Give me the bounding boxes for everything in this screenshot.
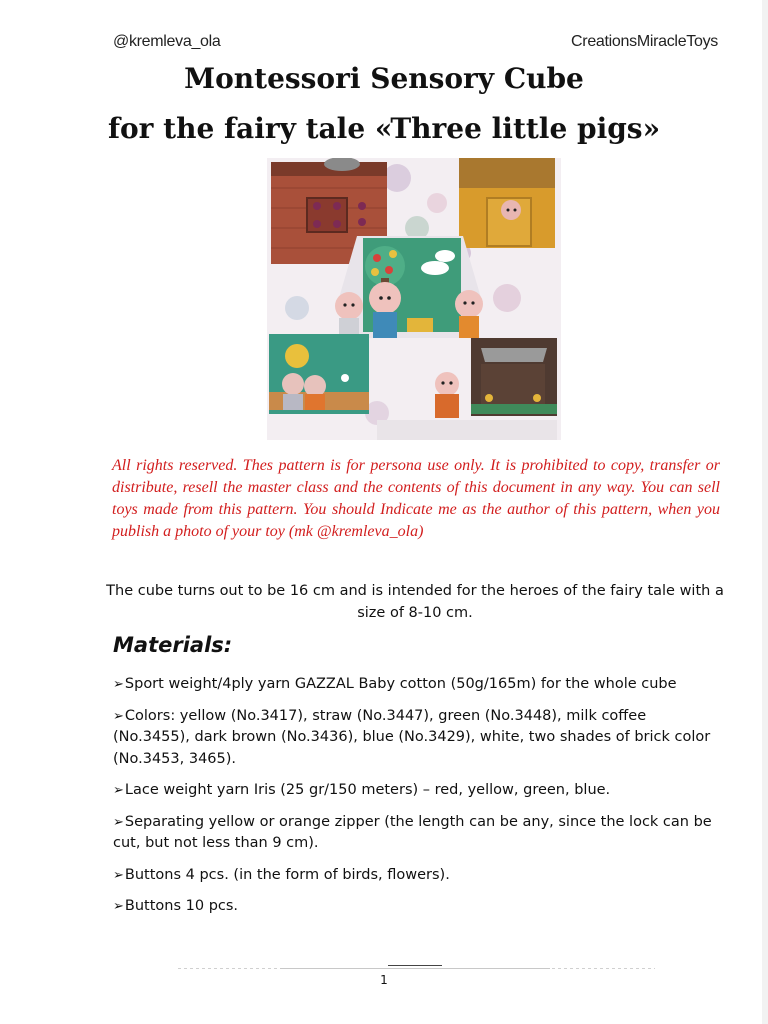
- header-author-handle: @kremleva_ola: [113, 33, 221, 50]
- footer-divider-right: [552, 968, 655, 969]
- product-photo-collage: [267, 158, 561, 440]
- bullet-arrow-icon: ➢: [113, 899, 124, 914]
- materials-heading: Materials:: [113, 633, 233, 657]
- list-item: [113, 674, 725, 696]
- list-item-text: Buttons 10 pcs.: [124, 898, 239, 914]
- list-item-text: Colors: yellow (No.3417), straw (No.3447), green (No.3448), milk coffee (No.3455), dark brown (No.3436), blue (No.3429), white, two shades of brick color (No.3453, 3465).: [113, 707, 711, 767]
- page-title: Montessori Sensory Cube: [184, 62, 584, 95]
- straw-house-face: [459, 158, 555, 248]
- list-item-text: Buttons 4 pcs. (in the form of birds, flowers).: [124, 866, 450, 883]
- list-item-text: Sport weight/4ply yarn GAZZAL Baby cotton (50g/165m) for the whole cube: [124, 676, 677, 692]
- materials-list: [113, 674, 725, 928]
- list-item: [113, 896, 725, 918]
- footer-divider-left: [178, 968, 278, 969]
- list-item: [113, 865, 725, 887]
- page-number: 1: [380, 973, 388, 987]
- page-subtitle: for the fairy tale «Three little pigs»: [107, 112, 661, 145]
- copyright-notice: All rights reserved. Thes pattern is for persona use only. It is prohibited to copy, transfer or distribute, resell the master class and the contents of this document in any way. You can sell toys made from this pattern. You should Indicate me as the author of this pattern, when you publish a photo of your toy (mk @kremleva_ola): [112, 457, 720, 540]
- bullet-arrow-icon: ➢: [113, 814, 124, 830]
- list-item-text: Separating yellow or orange zipper (the length can be any, since the lock can be cut, but not less than 9 cm).: [113, 813, 712, 851]
- bullet-arrow-icon: ➢: [113, 677, 124, 692]
- bullet-arrow-icon: ➢: [113, 867, 124, 883]
- footer-page-rule: [388, 965, 442, 966]
- page-edge: [762, 0, 768, 1024]
- footer-divider-center: [280, 968, 550, 969]
- collage-image: [267, 158, 561, 440]
- bullet-arrow-icon: ➢: [113, 708, 124, 724]
- list-item-text: Lace weight yarn Iris (25 gr/150 meters) – red, yellow, green, blue.: [124, 782, 611, 798]
- cube-size-description: The cube turns out to be 16 cm and is intended for the heroes of the fairy tale with a size of 8-10 cm.: [106, 583, 724, 621]
- list-item: [113, 706, 725, 771]
- list-item: [113, 780, 725, 802]
- green-face-bottom-left: [269, 334, 369, 414]
- brown-face-bottom-right: [471, 338, 557, 416]
- list-item: [113, 812, 725, 855]
- header-brand-name: CreationsMiracleToys: [571, 33, 718, 50]
- bullet-arrow-icon: ➢: [113, 783, 124, 798]
